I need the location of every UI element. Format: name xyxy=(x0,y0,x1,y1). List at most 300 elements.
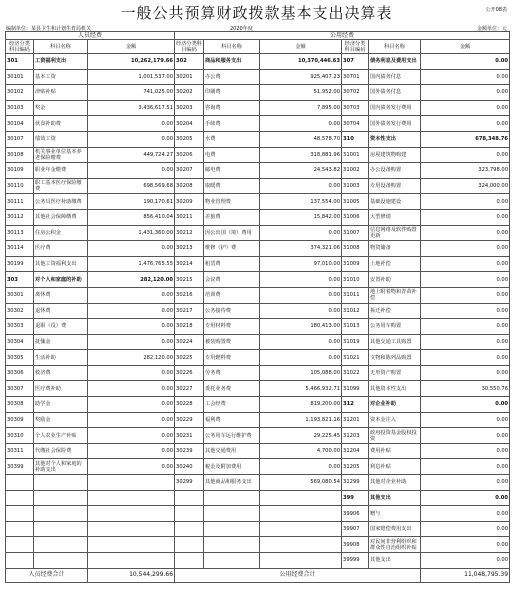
table-row xyxy=(6,131,510,147)
cell-code: 30228 xyxy=(175,397,204,413)
table-row xyxy=(6,506,510,522)
cell-code xyxy=(6,553,34,569)
cell-amount: 324,000.00 xyxy=(421,178,510,194)
cell-code: 30107 xyxy=(6,131,34,147)
cell-code: 30702 xyxy=(342,85,369,101)
table-row xyxy=(6,397,510,413)
cell-code: 30227 xyxy=(175,381,204,397)
cell-code: 302 xyxy=(175,54,204,70)
cell-name: 基础设施建设 xyxy=(369,194,421,210)
cell-name: 对个人和家庭的补助 xyxy=(34,272,88,288)
cell-amount: 0.00 xyxy=(260,350,342,366)
cell-name: 债务利息及费用支出 xyxy=(369,54,421,70)
cell-code: 30226 xyxy=(175,365,204,381)
cell-name: 咨询费 xyxy=(204,100,260,116)
cell-code: 30218 xyxy=(175,319,204,335)
cell-name: 国外债务付息 xyxy=(369,85,421,101)
cell-name: 因公出国（境）费用 xyxy=(204,225,260,241)
table-row xyxy=(6,365,510,381)
cell-amount: 10,370,446.63 xyxy=(260,54,342,70)
personnel-group-header: 人员经费 xyxy=(6,32,175,40)
cell-code: 30104 xyxy=(6,116,34,132)
cell-name: 无形资产购置 xyxy=(369,365,421,381)
cell-name: 个人农业生产补贴 xyxy=(34,428,88,444)
cell-amount: 1,193,821.16 xyxy=(260,412,342,428)
cell-name xyxy=(204,506,260,522)
cell-code: 30208 xyxy=(175,178,204,194)
cell-name: 土地补偿 xyxy=(369,256,421,272)
table-row xyxy=(6,334,510,350)
cell-amount: 51,952.00 xyxy=(260,85,342,101)
cell-code: 31007 xyxy=(342,225,369,241)
cell-name: 其他交通工具购置 xyxy=(369,334,421,350)
cell-amount: 15,842.00 xyxy=(260,209,342,225)
cell-amount: 0.00 xyxy=(260,287,342,303)
table-row xyxy=(6,85,510,101)
cell-name: 利息补贴 xyxy=(369,459,421,475)
cell-name: 办公设备购置 xyxy=(369,163,421,179)
cell-code: 31205 xyxy=(342,459,369,475)
cell-name: 培训费 xyxy=(204,287,260,303)
cell-name: 医疗费 xyxy=(34,241,88,257)
cell-name: 对民间非营利组织和群众性自治组织补贴 xyxy=(369,537,421,553)
cell-name: 福利费 xyxy=(204,412,260,428)
cell-name: 费用补贴 xyxy=(369,443,421,459)
cell-code: 30204 xyxy=(175,116,204,132)
form-code: 公开08表 xyxy=(485,7,507,13)
cell-code: 31019 xyxy=(342,334,369,350)
cell-name: 政府投资基金股权投资 xyxy=(369,428,421,444)
table-row xyxy=(6,350,510,366)
cell-code xyxy=(175,537,204,553)
cell-name: 专用设备购置 xyxy=(369,178,421,194)
cell-amount: 0.00 xyxy=(421,54,510,70)
cell-amount: 0.00 xyxy=(88,397,175,413)
cell-name: 安置补助 xyxy=(369,272,421,288)
cell-name: 税金及附加费用 xyxy=(204,459,260,475)
cell-amount xyxy=(260,537,342,553)
cell-amount: 925,407.23 xyxy=(260,69,342,85)
cell-code: 31013 xyxy=(342,319,369,335)
table-row xyxy=(6,443,510,459)
cell-name: 救济费 xyxy=(34,365,88,381)
cell-name: 租赁费 xyxy=(204,256,260,272)
cell-name: 住房公积金 xyxy=(34,225,88,241)
cell-amount: 0.00 xyxy=(421,256,510,272)
table-row xyxy=(6,490,510,506)
cell-amount: 0.00 xyxy=(421,225,510,241)
cell-name: 差旅费 xyxy=(204,209,260,225)
public-total-value: 11,048,795.39 xyxy=(421,568,510,582)
cell-name: 其他对企业补助 xyxy=(369,475,421,491)
cell-name: 医疗费补助 xyxy=(34,381,88,397)
cell-amount: 0.00 xyxy=(260,116,342,132)
cell-code: 30310 xyxy=(6,428,34,444)
cell-code: 30240 xyxy=(175,459,204,475)
cell-code: 31204 xyxy=(342,443,369,459)
cell-name: 公务接待费 xyxy=(204,303,260,319)
cell-code: 31022 xyxy=(342,365,369,381)
cell-name: 地上附着物和青苗补偿 xyxy=(369,287,421,303)
cell-name xyxy=(34,553,88,569)
cell-amount: 137,554.00 xyxy=(260,194,342,210)
cell-amount: 282,120.00 xyxy=(88,350,175,366)
cell-name: 其他支出 xyxy=(369,490,421,506)
cell-code: 30201 xyxy=(175,69,204,85)
cell-code: 30704 xyxy=(342,116,369,132)
cell-name xyxy=(204,490,260,506)
cell-name: 邮电费 xyxy=(204,163,260,179)
cell-code: 31005 xyxy=(342,194,369,210)
cell-code xyxy=(6,537,34,553)
cell-amount xyxy=(88,506,175,522)
cell-code: 30224 xyxy=(175,334,204,350)
cell-name: 信息网络及软件购置更新 xyxy=(369,225,421,241)
cell-amount: 1,476,765.55 xyxy=(88,256,175,272)
cell-code: 307 xyxy=(342,54,369,70)
cell-amount: 0.00 xyxy=(88,287,175,303)
table-row xyxy=(6,147,510,163)
table-row xyxy=(6,287,510,303)
cell-amount: 0.00 xyxy=(88,412,175,428)
cell-code: 303 xyxy=(6,272,34,288)
cell-code: 30229 xyxy=(175,412,204,428)
cell-name: 水费 xyxy=(204,131,260,147)
cell-name: 津贴补贴 xyxy=(34,85,88,101)
cell-code: 30109 xyxy=(6,163,34,179)
cell-code: 31001 xyxy=(342,147,369,163)
cell-name: 维修（护）费 xyxy=(204,241,260,257)
table-row xyxy=(6,100,510,116)
cell-code: 31099 xyxy=(342,381,369,397)
header-amount: 金额 xyxy=(260,40,342,54)
cell-amount: 741,025.00 xyxy=(88,85,175,101)
cell-code: 31008 xyxy=(342,241,369,257)
cell-amount: 30,550.76 xyxy=(421,381,510,397)
table-row xyxy=(6,319,510,335)
cell-code: 31002 xyxy=(342,163,369,179)
table-row xyxy=(6,553,510,569)
cell-amount: 0.00 xyxy=(421,459,510,475)
cell-name: 奖励金 xyxy=(34,412,88,428)
cell-code: 30305 xyxy=(6,350,34,366)
cell-code: 30205 xyxy=(175,131,204,147)
cell-name: 专用燃料费 xyxy=(204,350,260,366)
cell-code: 30108 xyxy=(6,147,34,163)
cell-amount: 0.00 xyxy=(421,537,510,553)
cell-name: 其他社会保障缴费 xyxy=(34,209,88,225)
cell-name: 机关事业单位基本养老保险缴费 xyxy=(34,147,88,163)
cell-name: 资本金注入 xyxy=(369,412,421,428)
cell-name: 被装购置费 xyxy=(204,334,260,350)
cell-amount: 0.00 xyxy=(260,225,342,241)
header-code: 经济分类科目编码 xyxy=(342,40,369,54)
cell-amount: 0.00 xyxy=(260,303,342,319)
cell-amount: 0.00 xyxy=(421,319,510,335)
cell-amount: 0.00 xyxy=(421,303,510,319)
cell-name: 绩效工资 xyxy=(34,131,88,147)
table-row xyxy=(6,194,510,210)
cell-name xyxy=(204,553,260,569)
cell-amount: 0.00 xyxy=(421,553,510,569)
cell-code: 30113 xyxy=(6,225,34,241)
header-name: 科目名称 xyxy=(34,40,88,54)
table-row xyxy=(6,241,510,257)
cell-code: 30307 xyxy=(6,381,34,397)
cell-amount: 4,700.00 xyxy=(260,443,342,459)
cell-amount: 0.00 xyxy=(421,194,510,210)
cell-name: 劳务费 xyxy=(204,365,260,381)
cell-amount: 29,225.45 xyxy=(260,428,342,444)
table-row xyxy=(6,537,510,553)
table-row xyxy=(6,521,510,537)
cell-name: 国内债务发行费用 xyxy=(369,100,421,116)
cell-code xyxy=(175,506,204,522)
cell-name xyxy=(34,506,88,522)
cell-amount xyxy=(88,475,175,491)
cell-code: 310 xyxy=(342,131,369,147)
cell-name xyxy=(34,521,88,537)
table-row xyxy=(6,475,510,491)
cell-amount: 0.00 xyxy=(421,287,510,303)
cell-name: 工资福利支出 xyxy=(34,54,88,70)
cell-code: 31010 xyxy=(342,272,369,288)
cell-name: 退职（役）费 xyxy=(34,319,88,335)
header-name: 科目名称 xyxy=(204,40,260,54)
cell-code: 31012 xyxy=(342,303,369,319)
cell-amount: 0.00 xyxy=(88,365,175,381)
cell-amount: 1,431,360.00 xyxy=(88,225,175,241)
table-row xyxy=(6,209,510,225)
cell-name: 其他工资福利支出 xyxy=(34,256,88,272)
cell-amount: 318,881.96 xyxy=(260,147,342,163)
personnel-total-value: 10,544,299.66 xyxy=(88,568,175,582)
cell-amount: 0.00 xyxy=(88,303,175,319)
cell-name: 代缴社会保险费 xyxy=(34,443,88,459)
cell-name: 其他对个人和家庭的补助支出 xyxy=(34,459,88,475)
cell-name xyxy=(204,537,260,553)
cell-amount: 0.00 xyxy=(421,69,510,85)
cell-amount: 0.00 xyxy=(421,116,510,132)
cell-amount xyxy=(88,521,175,537)
cell-amount: 0.00 xyxy=(88,428,175,444)
cell-code: 30103 xyxy=(6,100,34,116)
cell-name: 助学金 xyxy=(34,397,88,413)
table-row xyxy=(6,303,510,319)
cell-name: 资本性支出 xyxy=(369,131,421,147)
cell-name: 手续费 xyxy=(204,116,260,132)
cell-name: 办公费 xyxy=(204,69,260,85)
cell-amount: 7,895.00 xyxy=(260,100,342,116)
cell-code: 30214 xyxy=(175,256,204,272)
cell-code: 30202 xyxy=(175,85,204,101)
cell-code: 39908 xyxy=(342,537,369,553)
cell-code: 31009 xyxy=(342,256,369,272)
cell-amount: 819,200.00 xyxy=(260,397,342,413)
cell-amount: 374,321.06 xyxy=(260,241,342,257)
cell-code: 30114 xyxy=(6,241,34,257)
cell-name: 物资储备 xyxy=(369,241,421,257)
cell-amount: 0.00 xyxy=(421,506,510,522)
cell-code: 312 xyxy=(342,397,369,413)
public-total-label: 公用经费合计 xyxy=(175,568,421,582)
cell-amount: 24,543.82 xyxy=(260,163,342,179)
table-row xyxy=(6,256,510,272)
cell-amount: 282,120.00 xyxy=(88,272,175,288)
cell-code: 30703 xyxy=(342,100,369,116)
cell-amount: 0.00 xyxy=(421,334,510,350)
table-row xyxy=(6,272,510,288)
cell-name: 专用材料费 xyxy=(204,319,260,335)
cell-name: 职业年金缴费 xyxy=(34,163,88,179)
cell-code: 30112 xyxy=(6,209,34,225)
cell-code xyxy=(6,521,34,537)
cell-name: 大型修缮 xyxy=(369,209,421,225)
cell-amount: 105,088.00 xyxy=(260,365,342,381)
cell-amount: 0.00 xyxy=(260,334,342,350)
header-amount: 金额 xyxy=(88,40,175,54)
cell-code: 31299 xyxy=(342,475,369,491)
cell-name: 会议费 xyxy=(204,272,260,288)
cell-amount: 0.00 xyxy=(88,381,175,397)
cell-name: 公务员医疗补助缴费 xyxy=(34,194,88,210)
cell-name xyxy=(34,537,88,553)
cell-code: 31011 xyxy=(342,287,369,303)
cell-code: 30203 xyxy=(175,100,204,116)
cell-amount: 0.00 xyxy=(88,319,175,335)
cell-amount: 698,569.68 xyxy=(88,178,175,194)
cell-code: 30110 xyxy=(6,178,34,194)
currency-label: 金额单位：元 xyxy=(476,26,507,32)
cell-amount xyxy=(260,490,342,506)
table-row xyxy=(6,412,510,428)
cell-name: 公务用车运行维护费 xyxy=(204,428,260,444)
cell-code: 31006 xyxy=(342,209,369,225)
header-name: 科目名称 xyxy=(369,40,421,54)
cell-name: 印刷费 xyxy=(204,85,260,101)
cell-name: 国家赔偿费用支出 xyxy=(369,521,421,537)
cell-code: 30299 xyxy=(175,475,204,491)
cell-amount: 5,466,932.71 xyxy=(260,381,342,397)
group-header-row xyxy=(6,32,510,40)
cell-amount: 569,080.54 xyxy=(260,475,342,491)
cell-code: 30301 xyxy=(6,287,34,303)
cell-code: 30212 xyxy=(175,225,204,241)
cell-code: 30101 xyxy=(6,69,34,85)
cell-amount: 0.00 xyxy=(88,131,175,147)
cell-code: 30225 xyxy=(175,350,204,366)
cell-name: 离休费 xyxy=(34,287,88,303)
cell-amount: 10,262,179.66 xyxy=(88,54,175,70)
cell-name: 房屋建筑物购建 xyxy=(369,147,421,163)
cell-code: 30216 xyxy=(175,287,204,303)
page-title: 一般公共预算财政拨款基本支出决算表 xyxy=(120,4,393,22)
header-code: 经济分类科目编码 xyxy=(176,40,202,53)
table-row xyxy=(6,225,510,241)
cell-code: 30199 xyxy=(6,256,34,272)
cell-code: 31201 xyxy=(342,412,369,428)
table-row xyxy=(6,163,510,179)
cell-code: 399 xyxy=(342,490,369,506)
cell-amount: 180,413.00 xyxy=(260,319,342,335)
cell-code: 30304 xyxy=(6,334,34,350)
cell-name xyxy=(34,475,88,491)
cell-name: 职工基本医疗保险缴费 xyxy=(34,178,88,194)
cell-amount: 0.00 xyxy=(421,147,510,163)
totals-row xyxy=(6,568,510,582)
expenditure-table xyxy=(5,31,510,583)
cell-name: 基本工资 xyxy=(34,69,88,85)
cell-code xyxy=(175,521,204,537)
cell-code: 39906 xyxy=(342,506,369,522)
cell-name: 物业管理费 xyxy=(204,194,260,210)
cell-code: 31003 xyxy=(342,178,369,194)
cell-code: 30308 xyxy=(6,397,34,413)
column-header-row xyxy=(6,40,510,54)
cell-code xyxy=(175,490,204,506)
cell-name: 国内债务付息 xyxy=(369,69,421,85)
cell-code: 30303 xyxy=(6,319,34,335)
cell-amount: 0.00 xyxy=(421,475,510,491)
table-row xyxy=(6,69,510,85)
cell-name: 工会经费 xyxy=(204,397,260,413)
year-label: 2020年度 xyxy=(230,26,253,32)
table-row xyxy=(6,459,510,475)
table-row xyxy=(6,54,510,70)
cell-code: 30302 xyxy=(6,303,34,319)
cell-amount: 3,436,617.51 xyxy=(88,100,175,116)
cell-code: 39907 xyxy=(342,521,369,537)
cell-amount: 0.00 xyxy=(421,490,510,506)
cell-code: 39999 xyxy=(342,553,369,569)
cell-amount: 0.00 xyxy=(421,272,510,288)
header-code: 经济分类科目编码 xyxy=(6,40,34,54)
cell-name: 伙食补助费 xyxy=(34,116,88,132)
cell-amount xyxy=(260,521,342,537)
cell-amount xyxy=(88,490,175,506)
cell-amount: 0.00 xyxy=(260,272,342,288)
cell-code xyxy=(6,475,34,491)
cell-name: 取暖费 xyxy=(204,178,260,194)
cell-code: 30701 xyxy=(342,69,369,85)
cell-code: 30207 xyxy=(175,163,204,179)
cell-code: 30102 xyxy=(6,85,34,101)
cell-amount: 0.00 xyxy=(88,459,175,475)
cell-code: 30239 xyxy=(175,443,204,459)
cell-code: 30215 xyxy=(175,272,204,288)
cell-code xyxy=(6,490,34,506)
cell-code: 30213 xyxy=(175,241,204,257)
table-row xyxy=(6,178,510,194)
cell-name: 其他支出 xyxy=(369,553,421,569)
cell-code: 301 xyxy=(6,54,34,70)
cell-name: 其他资本性支出 xyxy=(369,381,421,397)
cell-amount: 0.00 xyxy=(421,350,510,366)
cell-name xyxy=(34,490,88,506)
table-row xyxy=(6,381,510,397)
cell-name: 抚恤金 xyxy=(34,334,88,350)
cell-name: 委托业务费 xyxy=(204,381,260,397)
cell-code: 30399 xyxy=(6,459,34,475)
unit-label: 编制单位：某县卫生和计划生育局机关 xyxy=(6,26,92,32)
cell-code: 30231 xyxy=(175,428,204,444)
public-group-header: 公用经费 xyxy=(175,32,510,40)
cell-amount xyxy=(260,506,342,522)
cell-code: 30209 xyxy=(175,194,204,210)
cell-amount: 323,798.00 xyxy=(421,163,510,179)
cell-name: 赠与 xyxy=(369,506,421,522)
cell-amount: 0.00 xyxy=(88,241,175,257)
